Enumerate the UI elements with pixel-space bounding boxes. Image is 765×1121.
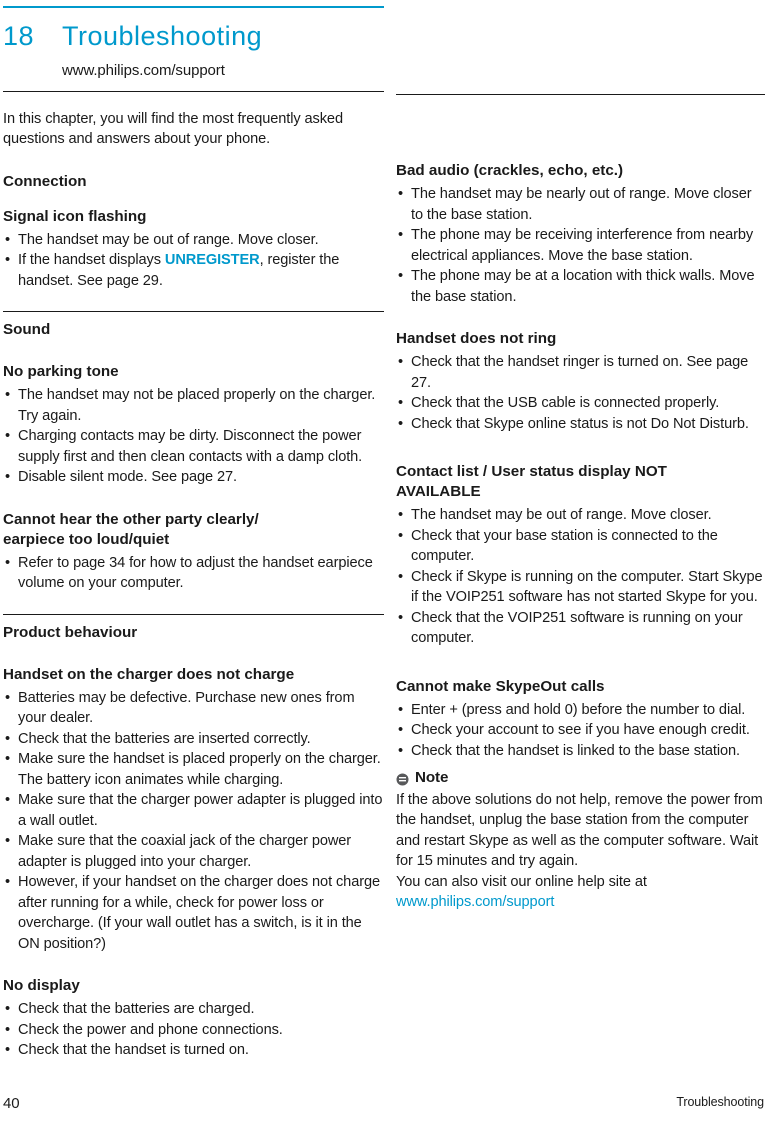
- bullet-item: [3, 467, 384, 488]
- bullet-list-contact-list: [396, 505, 765, 649]
- chapter-title: Troubleshooting: [62, 21, 263, 51]
- note-label: Note: [415, 769, 449, 786]
- bullet-item: [3, 790, 384, 831]
- header-divider-rule: [3, 91, 384, 92]
- topic-title-no-display: No display: [3, 977, 80, 994]
- bullet-item: [3, 385, 384, 426]
- support-url-header: www.philips.com/support: [62, 62, 225, 79]
- bullet-item: [3, 250, 384, 291]
- topic-title-no-parking-tone: No parking tone: [3, 363, 119, 380]
- topic-title-contact-list: Contact list / User status display NOT AVAILABLE: [396, 463, 667, 500]
- bullet-item: [3, 230, 384, 251]
- bullet-list-no-parking-tone: [3, 385, 384, 488]
- bullet-list-no-display: [3, 999, 384, 1061]
- bullet-item: [396, 741, 765, 762]
- bullet-text: The phone may be receiving interference from nearby electrical appliances. Move the base station.: [411, 227, 754, 264]
- bullet-text: , register the handset. See page 29.: [18, 252, 340, 289]
- bullet-item: [396, 526, 765, 567]
- bullet-text: The handset may be out of range. Move closer.: [18, 231, 319, 248]
- bullet-text: Check that Skype online status is not Do Not Disturb.: [411, 415, 749, 432]
- right-column: [396, 0, 765, 1061]
- bullet-list-skypeout: [396, 700, 765, 762]
- bullet-item: [3, 749, 384, 790]
- topic-title-signal-flashing: Signal icon flashing: [3, 207, 147, 225]
- bullet-item: [3, 426, 384, 467]
- bullet-item: [3, 1040, 384, 1061]
- topic-title-cannot-hear: Cannot hear the other party clearly/ earpiece too loud/quiet: [3, 510, 259, 548]
- bullet-text: Check that the USB cable is connected properly.: [411, 395, 720, 411]
- help-text: You can also visit our online help site at: [396, 873, 647, 890]
- topic-title-bad-audio: Bad audio (crackles, echo, etc.): [396, 162, 624, 179]
- bullet-text: Charging contacts may be dirty. Disconnect the power supply first and then clean contacts with a damp cloth.: [18, 428, 363, 465]
- bullet-item: [396, 608, 765, 649]
- bullet-list-no-charge: [3, 688, 384, 955]
- bullet-item: [396, 567, 765, 608]
- bullet-item: [3, 872, 384, 954]
- bullet-text: Make sure that the coaxial jack of the charger power adapter is plugged into your charger.: [18, 833, 352, 870]
- support-link[interactable]: www.philips.com/support: [396, 894, 555, 910]
- note-heading: [396, 768, 765, 789]
- chapter-number: 18: [3, 21, 35, 51]
- bullet-text: Refer to page 34 for how to adjust the handset earpiece volume on your computer.: [18, 554, 373, 591]
- bullet-item: [3, 831, 384, 872]
- bullet-item: [396, 225, 765, 266]
- chapter-heading: [3, 20, 384, 52]
- bullet-text: Enter + (press and hold 0) before the number to dial.: [411, 701, 746, 718]
- topic-title-skypeout: Cannot make SkypeOut calls: [396, 677, 605, 695]
- bullet-item: [396, 700, 765, 721]
- topic-title-no-charge: Handset on the charger does not charge: [3, 665, 295, 683]
- bullet-text: Check your account to see if you have enough credit.: [411, 722, 750, 738]
- page-number: 40: [3, 1094, 20, 1112]
- bullet-item: [396, 720, 765, 741]
- bullet-text: Make sure that the charger power adapter is plugged into a wall outlet.: [18, 792, 383, 829]
- bullet-list-not-ring: [396, 352, 765, 434]
- bullet-text: However, if your handset on the charger does not charge after running for a while, check for power loss or overcharge. (If your wall outlet has a switch, is it in the ON position?): [18, 874, 381, 952]
- footer-chapter-label: Troubleshooting: [676, 1094, 764, 1109]
- bullet-item: [396, 184, 765, 225]
- bullet-text: Check the power and phone connections.: [18, 1021, 283, 1038]
- bullet-item: [3, 999, 384, 1020]
- bullet-text: The phone may be at a location with thick walls. Move the base station.: [411, 268, 755, 305]
- section-divider-rule: [3, 311, 384, 312]
- section-divider-rule: [3, 614, 384, 615]
- bullet-item: [396, 393, 765, 414]
- bullet-item: [396, 266, 765, 307]
- section-title-connection: Connection: [3, 172, 87, 190]
- bullet-text: The handset may be nearly out of range. Move closer to the base station.: [411, 186, 752, 223]
- bullet-text: If the handset displays: [18, 252, 165, 268]
- bullet-text: Check that the handset is linked to the base station.: [411, 742, 740, 759]
- bullet-text: Check that the batteries are charged.: [18, 1001, 255, 1017]
- bullet-item: [3, 1020, 384, 1041]
- bullet-text: The handset may be out of range. Move closer.: [411, 507, 712, 523]
- bullet-list-cannot-hear: [3, 553, 384, 594]
- bullet-list-signal: [3, 230, 384, 292]
- right-column-top-rule: [396, 94, 765, 95]
- bullet-item: [396, 352, 765, 393]
- note-icon: [396, 773, 409, 786]
- bullet-text: Check that the batteries are inserted correctly.: [18, 730, 311, 747]
- bullet-text: Check that the VOIP251 software is running on your computer.: [411, 609, 743, 646]
- bullet-text: Check that your base station is connected to the computer.: [411, 527, 718, 564]
- topic-title-handset-not-ring: Handset does not ring: [396, 330, 557, 347]
- header-accent-rule: [3, 6, 384, 8]
- section-title-sound: Sound: [3, 321, 51, 338]
- bullet-list-bad-audio: [396, 184, 765, 307]
- bullet-item: [3, 553, 384, 594]
- unregister-highlight: UNREGISTER: [164, 252, 260, 268]
- bullet-item: [396, 414, 765, 435]
- bullet-text: Check that the handset is turned on.: [18, 1042, 249, 1058]
- note-text: If the above solutions do not help, remove the power from the handset, unplug the base station from the computer and restart Skype as well as the computer software. Wait for 15 minutes and try again.: [396, 791, 763, 869]
- intro-paragraph: In this chapter, you will find the most frequently asked questions and answers about your phone.: [3, 110, 343, 147]
- bullet-item: [3, 688, 384, 729]
- bullet-item: [3, 729, 384, 750]
- bullet-text: Check that the handset ringer is turned on. See page 27.: [411, 354, 749, 391]
- bullet-text: Disable silent mode. See page 27.: [18, 469, 237, 485]
- section-title-product-behaviour: Product behaviour: [3, 623, 138, 641]
- bullet-text: The handset may not be placed properly on the charger. Try again.: [18, 387, 376, 424]
- bullet-text: Make sure the handset is placed properly on the charger. The battery icon animates while charging.: [18, 751, 381, 788]
- left-column: [3, 0, 384, 1061]
- bullet-text: Batteries may be defective. Purchase new ones from your dealer.: [18, 689, 355, 726]
- bullet-item: [396, 505, 765, 526]
- bullet-text: Check if Skype is running on the computer. Start Skype if the VOIP251 software has not started Skype for you.: [411, 568, 763, 605]
